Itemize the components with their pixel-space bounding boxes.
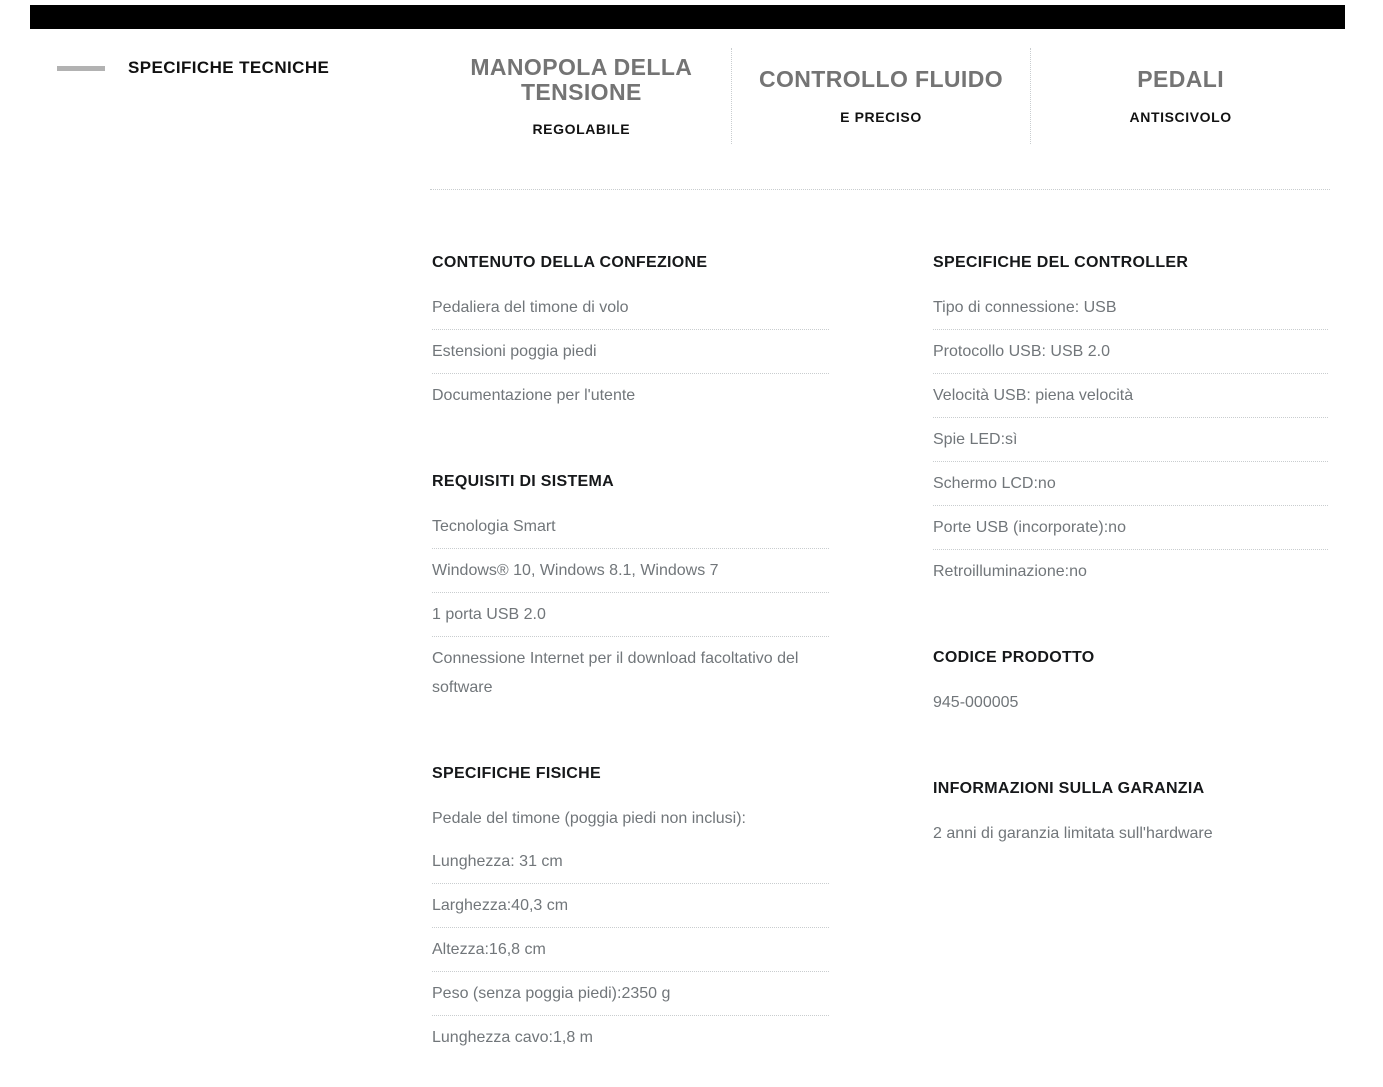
feature-title: MANOPOLA DELLA TENSIONE [470, 54, 693, 105]
spec-item: 1 porta USB 2.0 [432, 593, 829, 637]
feature-title: CONTROLLO FLUIDO [758, 66, 1004, 93]
feature-tension-knob [432, 48, 731, 144]
spec-item-list [432, 797, 829, 1059]
feature-title: PEDALI [1137, 66, 1225, 93]
spec-item: Velocità USB: piena velocità [933, 374, 1328, 418]
spec-item: 945-000005 [933, 694, 1019, 711]
spec-group [933, 780, 1328, 855]
spec-group [432, 765, 829, 1059]
spec-item-list [933, 812, 1328, 855]
dash-icon [57, 66, 105, 71]
spec-item: Spie LED:sì [933, 418, 1328, 462]
top-divider-bar [30, 5, 1345, 29]
spec-item: Windows® 10, Windows 8.1, Windows 7 [432, 549, 829, 593]
dotted-separator [430, 189, 1330, 190]
spec-item: 2 anni di garanzia limitata sull'hardware [933, 825, 1213, 842]
spec-item: Lunghezza: 31 cm [432, 840, 829, 884]
spec-item: Schermo LCD:no [933, 462, 1328, 506]
spec-item-list [933, 681, 1328, 724]
feature-subtitle: ANTISCIVOLO [1129, 108, 1232, 125]
page-title: SPECIFICHE TECNICHE [128, 58, 330, 77]
spec-item: Porte USB (incorporate):no [933, 506, 1328, 550]
spec-item: Altezza:16,8 cm [432, 928, 829, 972]
feature-subtitle: E PRECISO [840, 108, 922, 125]
spec-group-heading: REQUISITI DI SISTEMA [432, 473, 615, 490]
spec-column-right [933, 254, 1328, 855]
spec-group-heading: CONTENUTO DELLA CONFEZIONE [432, 254, 708, 271]
spec-item: Connessione Internet per il download facoltativo del software [432, 650, 799, 696]
spec-item: Peso (senza poggia piedi):2350 g [432, 972, 829, 1016]
spec-group-heading: SPECIFICHE FISICHE [432, 765, 601, 782]
spec-item: Pedaliera del timone di volo [432, 286, 829, 330]
spec-column-left [432, 254, 829, 1059]
spec-item: Pedale del timone (poggia piedi non inclusi): [432, 810, 746, 827]
spec-group-heading: INFORMAZIONI SULLA GARANZIA [933, 780, 1205, 797]
spec-item: Retroilluminazione:no [933, 563, 1087, 580]
spec-item: Protocollo USB: USB 2.0 [933, 330, 1328, 374]
spec-item: Tipo di connessione: USB [933, 286, 1328, 330]
spec-item: Documentazione per l'utente [432, 387, 636, 404]
spec-group [933, 254, 1328, 593]
feature-highlights [432, 48, 1330, 144]
spec-item-list [933, 286, 1328, 593]
section-header [57, 56, 329, 80]
spec-item: Estensioni poggia piedi [432, 330, 829, 374]
spec-item: Tecnologia Smart [432, 505, 829, 549]
spec-item-list [432, 505, 829, 709]
spec-group [432, 473, 829, 709]
spec-item: Lunghezza cavo:1,8 m [432, 1029, 593, 1046]
spec-group-heading: CODICE PRODOTTO [933, 649, 1095, 666]
spec-item-list [432, 286, 829, 417]
feature-smooth-control [731, 48, 1031, 144]
spec-item: Larghezza:40,3 cm [432, 884, 829, 928]
spec-group-heading: SPECIFICHE DEL CONTROLLER [933, 254, 1189, 271]
spec-group [432, 254, 829, 417]
spec-group [933, 649, 1328, 724]
feature-subtitle: REGOLABILE [532, 120, 631, 137]
feature-pedals [1030, 48, 1330, 144]
